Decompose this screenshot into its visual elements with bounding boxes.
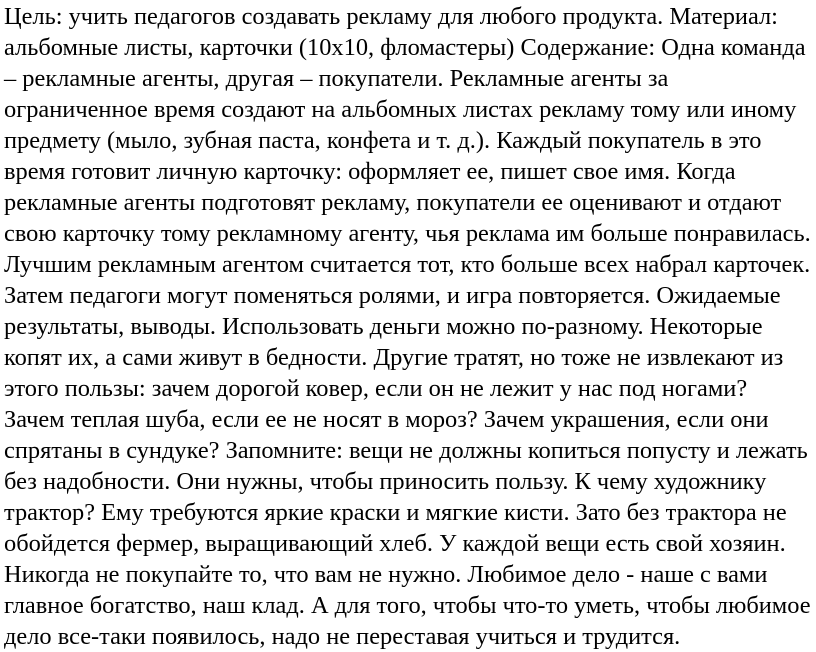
text-line: копят их, а сами живут в бедности. Другие тратят, но тоже не извлекают из bbox=[4, 344, 784, 371]
text-line: Зачем теплая шуба, если ее не носят в мороз? Зачем украшения, если они bbox=[4, 406, 769, 433]
text-line: ограниченное время создают на альбомных листах рекламу тому или иному bbox=[4, 96, 797, 123]
text-line: трактор? Ему требуются яркие краски и мягкие кисти. Зато без трактора не bbox=[4, 499, 787, 526]
text-line: рекламные агенты подготовят рекламу, покупатели ее оценивают и отдают bbox=[4, 189, 782, 216]
text-line: предмету (мыло, зубная паста, конфета и т. д.). Каждый покупатель в это bbox=[4, 127, 762, 154]
text-line: Затем педагоги могут поменяться ролями, и игра повторяется. Ожидаемые bbox=[4, 282, 781, 309]
text-line: свою карточку тому рекламному агенту, чья реклама им больше понравилась. bbox=[4, 220, 811, 247]
text-line: время готовит личную карточку: оформляет ее, пишет свое имя. Когда bbox=[4, 158, 736, 185]
text-line: спрятаны в сундуке? Запомните: вещи не должны копиться попусту и лежать bbox=[4, 437, 808, 464]
text-line: дело все-таки появилось, надо не переставая учиться и трудится. bbox=[4, 623, 681, 650]
text-line: обойдется фермер, выращивающий хлеб. У каждой вещи есть свой хозяин. bbox=[4, 530, 786, 557]
text-line: этого пользы: зачем дорогой ковер, если он не лежит у нас под ногами? bbox=[4, 375, 748, 402]
text-line: Никогда не покупайте то, что вам не нужно. Любимое дело - наше с вами bbox=[4, 561, 768, 588]
text-line: Лучшим рекламным агентом считается тот, кто больше всех набрал карточек. bbox=[4, 251, 811, 278]
text-line: без надобности. Они нужны, чтобы приносить пользу. К чему художнику bbox=[4, 468, 767, 495]
text-line: – рекламные агенты, другая – покупатели. Рекламные агенты за bbox=[4, 65, 669, 92]
text-line: главное богатство, наш клад. А для того, чтобы что-то уметь, чтобы любимое bbox=[4, 592, 811, 619]
text-line: альбомные листы, карточки (10х10, фломастеры) Содержание: Одна команда bbox=[4, 34, 806, 61]
text-line: Цель: учить педагогов создавать рекламу для любого продукта. Материал: bbox=[4, 3, 778, 30]
text-line: результаты, выводы. Использовать деньги можно по-разному. Некоторые bbox=[4, 313, 763, 340]
